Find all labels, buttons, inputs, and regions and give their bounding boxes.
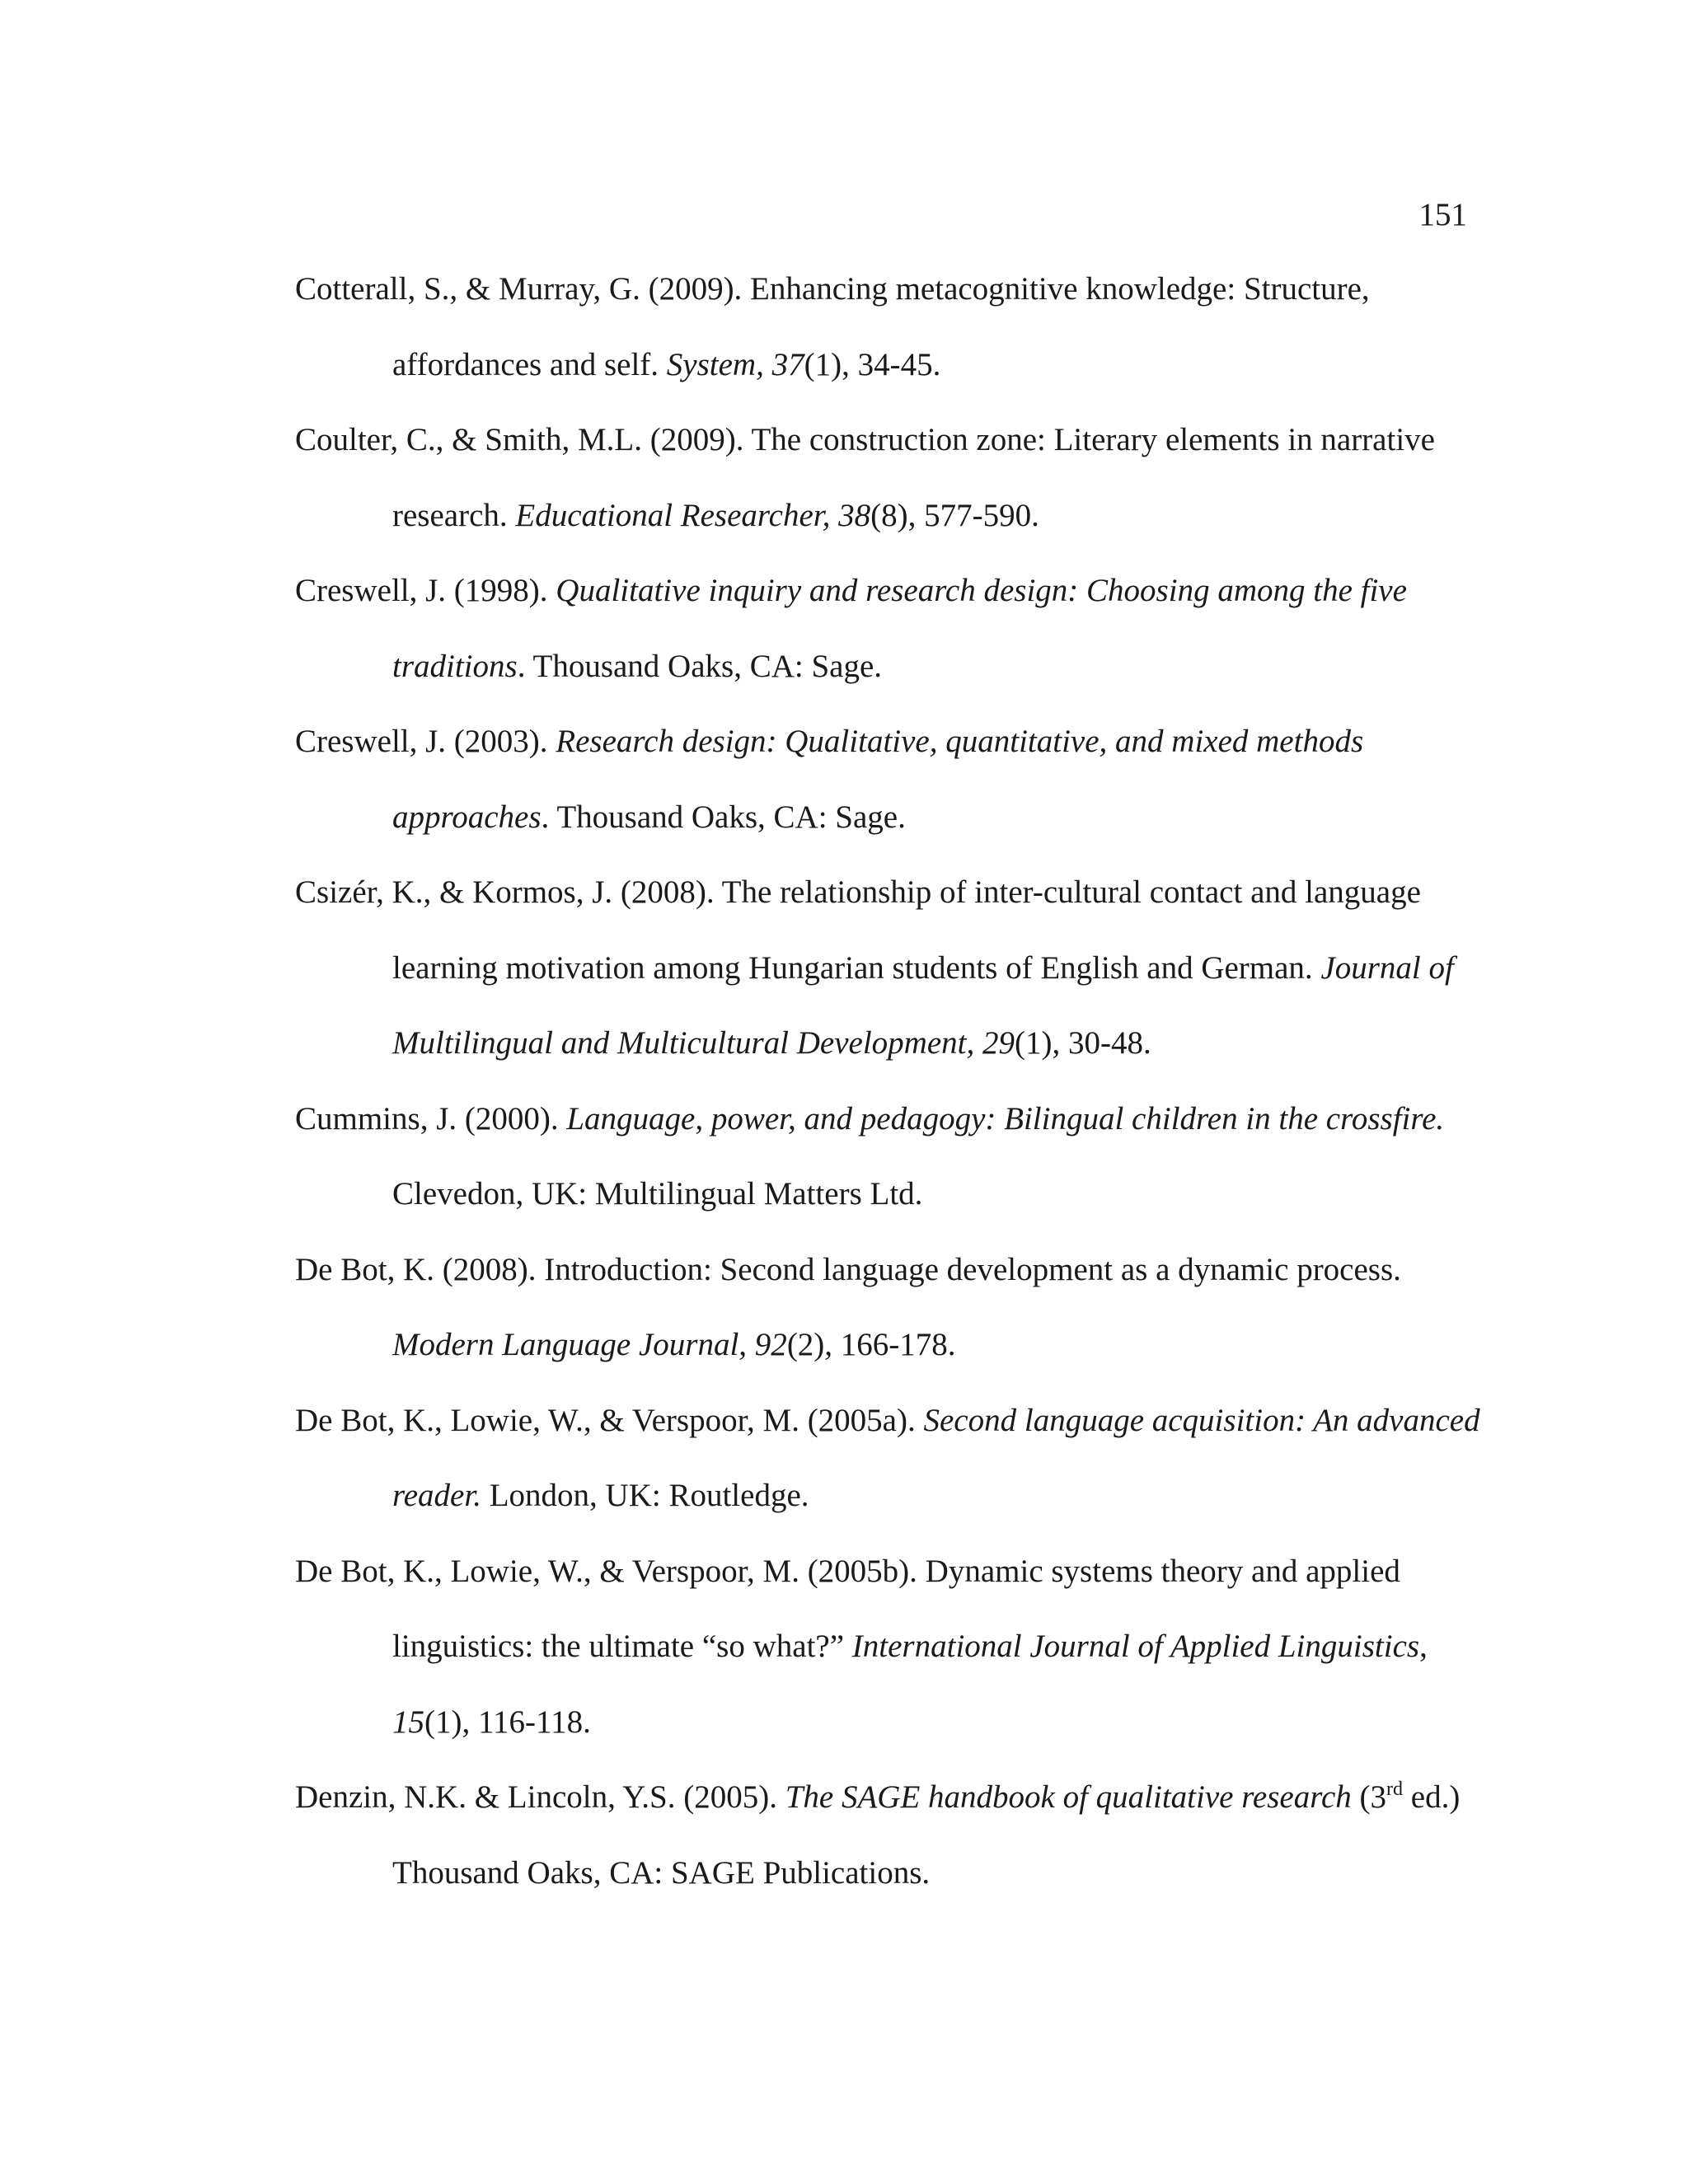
reference-text: De Bot, K., Lowie, W., & Verspoor, M. (2005a). [295, 1402, 924, 1438]
reference-entry [295, 402, 1482, 553]
reference-entry [295, 1760, 1482, 1910]
reference-text: (1), 116-118. [424, 1704, 591, 1740]
reference-text: De Bot, K. (2008). Introduction: Second language development as a dynamic process. [295, 1251, 1401, 1287]
reference-text: London, UK: Routledge. [481, 1478, 809, 1513]
reference-text: Cummins, J. (2000). [295, 1100, 567, 1137]
reference-entry [295, 704, 1482, 855]
reference-text: (3 [1351, 1779, 1387, 1815]
reference-entry [295, 553, 1482, 704]
reference-superscript: rd [1386, 1779, 1404, 1800]
reference-italic-text: Research design: Qualitative, quantitative, and mixed methods approaches [392, 724, 1364, 835]
reference-text: . Thousand Oaks, CA: Sage. [517, 648, 883, 684]
reference-text: (2) [786, 1327, 825, 1362]
reference-entry [295, 1383, 1482, 1534]
reference-italic-text: Qualitative inquiry and research design: Choosing among the five traditions [392, 573, 1407, 684]
reference-text: Coulter, C., & Smith, M.L. (2009). The construction zone: Literary elements in narrative research. [295, 422, 1435, 533]
reference-entry [295, 1534, 1482, 1760]
reference-text: Csizér, K., & Kormos, J. (2008). The relationship of inter-cultural contact and language learning motivation among Hungarian students of English and German. [295, 874, 1421, 986]
reference-entry [295, 251, 1482, 402]
reference-entry [295, 1232, 1482, 1383]
reference-italic-text: Modern Language Journal, 92 [392, 1327, 787, 1362]
reference-text: (1), 34-45. [804, 346, 941, 382]
reference-text: Denzin, N.K. & Lincoln, Y.S. (2005). [295, 1779, 785, 1815]
reference-italic-text: The SAGE handbook of qualitative research [785, 1779, 1352, 1815]
reference-italic-text: , [824, 1327, 833, 1362]
reference-italic-text: Language, power, and pedagogy: Bilingual children in the crossfire. [566, 1100, 1445, 1137]
reference-text: Cotterall, S., & Murray, G. (2009). Enhancing metacognitive knowledge: Structure, affordances and self. [295, 271, 1370, 382]
reference-italic-text: Journal of Multilingual and Multicultural Development, 29 [392, 949, 1454, 1061]
reference-list [295, 251, 1482, 1910]
reference-italic-text: Second language acquisition: An advanced reader. [392, 1402, 1480, 1513]
page-number: 151 [1418, 197, 1467, 232]
reference-text: Clevedon, UK: Multilingual Matters Ltd. [392, 1176, 923, 1212]
reference-text: (8), 577-590. [870, 497, 1039, 533]
reference-italic-text: International Journal of Applied Linguistics [851, 1629, 1420, 1664]
reference-italic-text: 15 [392, 1704, 424, 1740]
reference-italic-text: System, 37 [666, 346, 804, 382]
reference-text: Creswell, J. (2003). [295, 724, 556, 759]
reference-italic-text: Educational Researcher, 38 [515, 497, 871, 533]
reference-text: 166-178. [832, 1327, 956, 1362]
reference-entry [295, 1081, 1482, 1232]
reference-text: , [1419, 1629, 1428, 1664]
reference-entry [295, 855, 1482, 1081]
reference-text: ed.) Thousand Oaks, CA: SAGE Publications. [392, 1779, 1461, 1891]
reference-text: Creswell, J. (1998). [295, 573, 556, 608]
reference-text: . Thousand Oaks, CA: Sage. [541, 799, 906, 835]
reference-text: De Bot, K., Lowie, W., & Verspoor, M. (2005b). Dynamic systems theory and applied linguistics: the ultimate “so what?” [295, 1553, 1400, 1664]
reference-text: (1), 30-48. [1014, 1025, 1151, 1061]
